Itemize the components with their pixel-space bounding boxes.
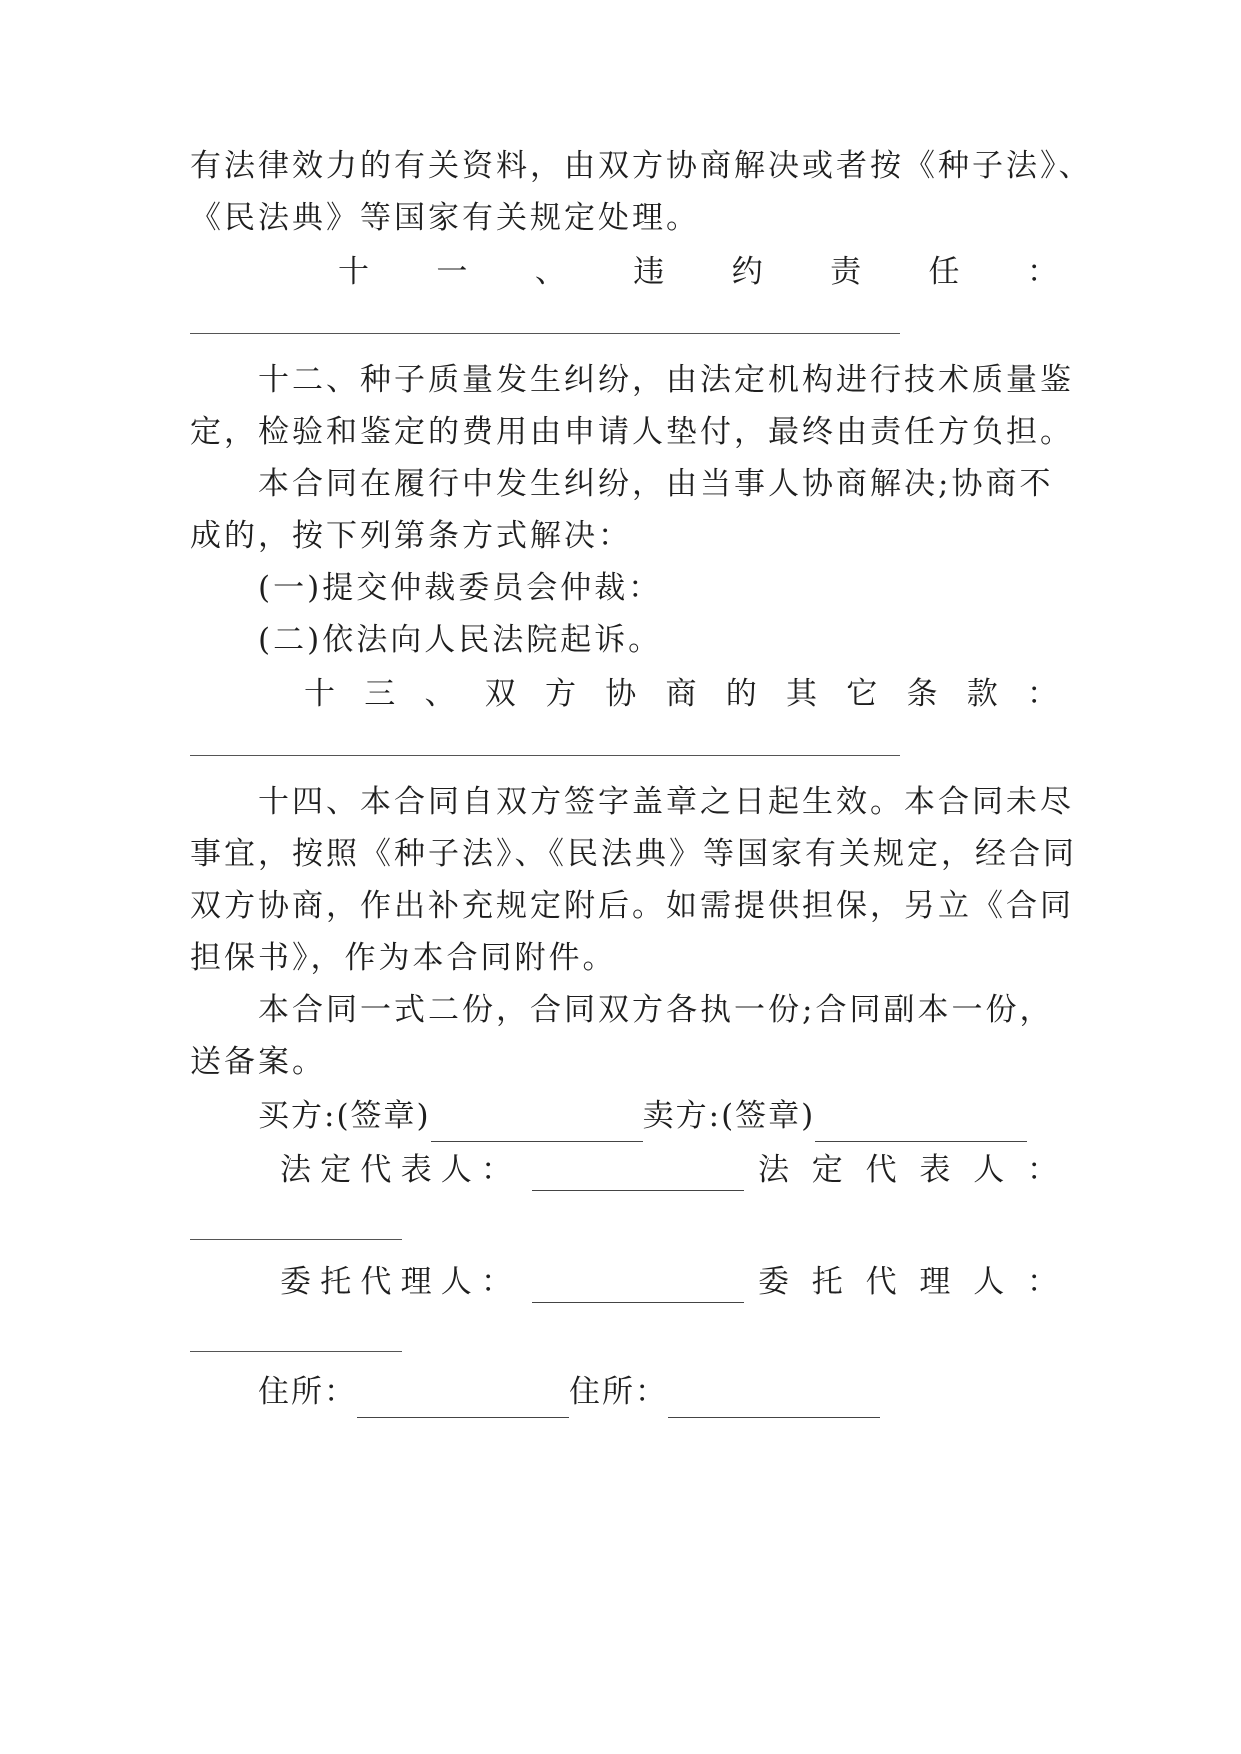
heading-char: 协 xyxy=(605,676,637,712)
heading-char: 违 xyxy=(633,254,665,290)
legal-rep-seller-blank[interactable] xyxy=(190,1239,402,1240)
label-char: 代 xyxy=(360,1152,392,1188)
heading-char: 的 xyxy=(725,676,757,712)
label-char: 法 xyxy=(758,1152,789,1188)
label-char: 定 xyxy=(811,1152,843,1188)
legal-representative-row xyxy=(280,1144,1058,1196)
agent-buyer-blank[interactable] xyxy=(532,1262,744,1303)
paragraph-line: 定，检验和鉴定的费用由申请人垫付，最终由责任方负担。 xyxy=(190,414,1074,450)
label-char: 定 xyxy=(320,1152,352,1188)
label-char: 表 xyxy=(919,1152,951,1188)
seller-label: 卖方:(签章) xyxy=(642,1098,816,1134)
heading-char: 约 xyxy=(731,254,763,290)
paragraph-line: 本合同在履行中发生纠纷，由当事人协商解决;协商不 xyxy=(258,466,1054,502)
label-char: 人 xyxy=(973,1152,1005,1188)
section-13-heading xyxy=(304,668,1058,720)
heading-char: 一 xyxy=(436,254,468,290)
label-char: 代 xyxy=(360,1264,392,1300)
heading-char: 三 xyxy=(364,676,396,712)
paragraph-line: 担保书》，作为本合同附件。 xyxy=(190,940,617,976)
paragraph-line: 有法律效力的有关资料，由双方协商解决或者按《种子法》、 xyxy=(190,148,1093,184)
label-char: 委 xyxy=(280,1264,311,1300)
heading-char: 十 xyxy=(304,676,335,712)
heading-char: 商 xyxy=(665,676,697,712)
label-char: 法 xyxy=(280,1152,311,1188)
label-char: 理 xyxy=(400,1264,432,1300)
agent-seller-blank[interactable] xyxy=(190,1351,402,1352)
label-char: 代 xyxy=(865,1152,897,1188)
paragraph-line: 成的，按下列第条方式解决： xyxy=(190,518,632,554)
heading-char: 它 xyxy=(846,676,878,712)
paragraph-line: 十二、种子质量发生纠纷，由法定机构进行技术质量鉴 xyxy=(258,362,1074,398)
buyer-address-blank[interactable] xyxy=(357,1377,569,1418)
label-char: 人 xyxy=(973,1264,1005,1300)
label-char: 人 xyxy=(440,1152,472,1188)
buyer-address-label: 住所： xyxy=(258,1374,357,1410)
address-row xyxy=(258,1366,1050,1418)
agent-label-seller xyxy=(758,1256,1058,1308)
legal-rep-label-buyer xyxy=(280,1144,512,1196)
label-char: 托 xyxy=(320,1264,352,1300)
agent-row xyxy=(280,1256,1058,1308)
legal-rep-label-seller xyxy=(758,1144,1058,1196)
paragraph-line: 《民法典》等国家有关规定处理。 xyxy=(190,200,700,236)
label-char: ： xyxy=(480,1264,512,1300)
label-char: 人 xyxy=(440,1264,472,1300)
section-11-heading xyxy=(338,246,1058,298)
fill-in-rule xyxy=(190,333,900,334)
paragraph-line: 本合同一式二份，合同双方各执一份;合同副本一份， xyxy=(258,992,1054,1028)
label-char: 代 xyxy=(865,1264,897,1300)
heading-char: 双 xyxy=(484,676,516,712)
paragraph-line: 十四、本合同自双方签字盖章之日起生效。本合同未尽 xyxy=(258,784,1074,820)
dispute-option-1: (一)提交仲裁委员会仲裁： xyxy=(258,570,663,606)
label-char: 理 xyxy=(919,1264,951,1300)
label-char: ： xyxy=(1026,1264,1058,1300)
heading-char: 、 xyxy=(534,254,566,290)
legal-rep-buyer-blank[interactable] xyxy=(532,1150,744,1191)
label-char: ： xyxy=(1026,1152,1058,1188)
heading-char: ： xyxy=(1027,676,1058,712)
heading-char: 方 xyxy=(545,676,576,712)
fill-in-rule xyxy=(190,755,900,756)
dispute-option-2: (二)依法向人民法院起诉。 xyxy=(258,622,663,658)
paragraph-line: 送备案。 xyxy=(190,1044,326,1080)
buyer-signature-blank[interactable] xyxy=(431,1101,643,1142)
label-char: ： xyxy=(480,1152,512,1188)
seller-address-label: 住所： xyxy=(569,1374,668,1410)
heading-char: 款 xyxy=(966,676,998,712)
paragraph-line: 事宜，按照《种子法》、《民法典》等国家有关规定，经合同 xyxy=(190,836,1077,872)
agent-label-buyer xyxy=(280,1256,512,1308)
heading-char: ： xyxy=(1026,254,1058,290)
heading-char: 条 xyxy=(906,676,938,712)
paragraph-line: 双方协商，作出补充规定附后。如需提供担保，另立《合同 xyxy=(190,888,1074,924)
signature-row xyxy=(258,1090,1050,1142)
heading-char: 责 xyxy=(830,254,862,290)
label-char: 托 xyxy=(811,1264,843,1300)
heading-char: 十 xyxy=(338,254,369,290)
label-char: 表 xyxy=(400,1152,432,1188)
label-char: 委 xyxy=(758,1264,789,1300)
seller-address-blank[interactable] xyxy=(668,1377,880,1418)
seller-signature-blank[interactable] xyxy=(815,1101,1027,1142)
heading-char: 、 xyxy=(424,676,456,712)
heading-char: 其 xyxy=(786,676,817,712)
buyer-label: 买方:(签章) xyxy=(258,1098,431,1134)
heading-char: 任 xyxy=(928,254,960,290)
